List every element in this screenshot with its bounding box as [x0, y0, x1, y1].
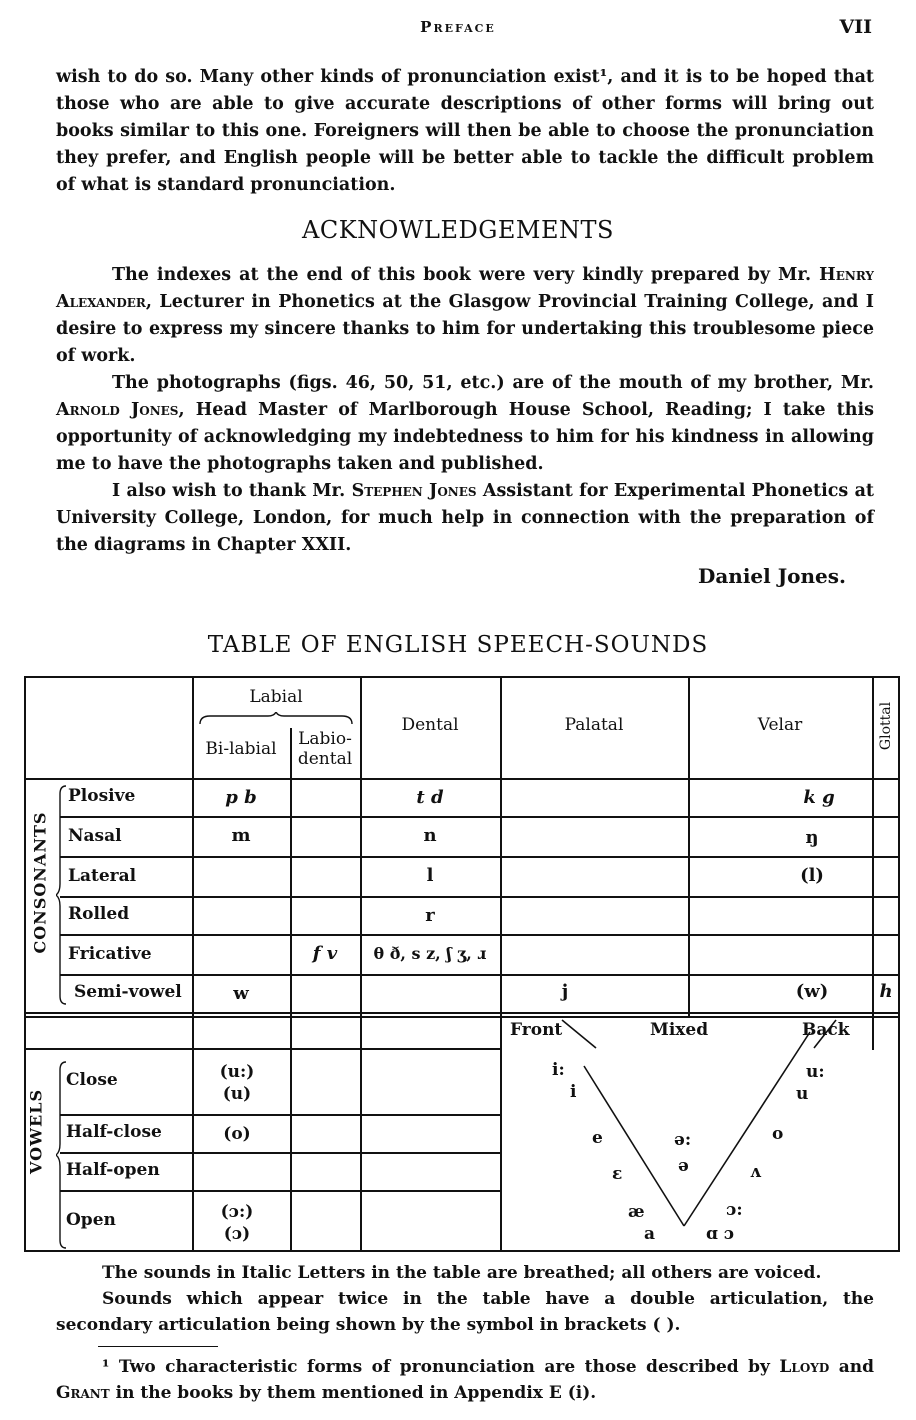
cell-dental-lateral: l: [426, 865, 434, 886]
row-label-open: Open: [66, 1210, 116, 1230]
header-glottal: Glottal: [878, 701, 894, 751]
consonants-brace: [56, 784, 68, 1006]
table-rule: [60, 1190, 500, 1192]
ack-paragraph-1: The indexes at the end of this book were very kindly prepared by Mr. Henry Alexander, Lecturer in Phonetics at the Glasgow Provincial Training College, and I desire to express my sincere thanks to him for undertaking this troublesome piece of work.: [56, 265, 874, 366]
author-name: Grant: [56, 1383, 110, 1403]
header-palatal: Palatal: [564, 715, 624, 735]
cell-velar-semivowel: (w): [795, 981, 829, 1002]
cell-velar-nasal: ŋ: [805, 827, 819, 848]
person-name: Henry Alexander: [56, 265, 874, 312]
footnote-rule: [98, 1346, 218, 1347]
row-label-semivowel: Semi-vowel: [74, 982, 182, 1002]
cell-bilabial-semivowel: w: [233, 983, 249, 1004]
row-label-fricative: Fricative: [68, 944, 152, 964]
vowel-header-back: Back: [802, 1020, 850, 1040]
table-rule: [192, 678, 194, 1252]
vowel-header-mixed: Mixed: [650, 1020, 709, 1040]
author-name: Lloyd: [779, 1357, 830, 1377]
cell-palatal-semivowel: j: [561, 981, 569, 1002]
vowel-alpha-open-o: ɑ ɔ: [706, 1224, 735, 1244]
vowel-open-o-long: ɔ:: [726, 1200, 743, 1220]
caption-line-2: Sounds which appear twice in the table have a double articulation, the secondary articulation being shown by the symbol in brackets ( ).: [56, 1289, 874, 1335]
vowel-ae: æ: [628, 1202, 645, 1222]
vowel-chart-lines: [500, 1016, 900, 1252]
table-rule: [360, 678, 362, 1252]
header-labial: Labial: [249, 687, 303, 707]
header-labiodental-1: Labio-: [298, 729, 352, 749]
ack-paragraph-3: I also wish to thank Mr. Stephen Jones Assistant for Experimental Phonetics at University College, London, for much help in connection with the preparation of the diagrams in Chapter XXII.: [56, 481, 874, 555]
person-name: Arnold Jones: [56, 400, 179, 420]
row-label-half-close: Half-close: [66, 1122, 162, 1142]
vowel-a: a: [644, 1224, 656, 1244]
intro-text: wish to do so. Many other kinds of pronunciation exist¹, and it is to be hoped that those who are able to give accurate descriptions of other forms will bring out books similar to this one. Foreigners will then be able to choose the pronunciation they prefer, and English people will be better able to tackle the difficult problem of what is standard pronunciation.: [56, 67, 874, 195]
vowel-o: o: [772, 1124, 784, 1144]
cell-dental-nasal: n: [423, 825, 437, 846]
table-rule: [290, 728, 292, 1252]
cell-glottal-semivowel: h: [879, 981, 893, 1002]
footnote: ¹ Two characteristic forms of pronunciation are those described by Lloyd and Grant in the books by them mentioned in Appendix E (i).: [56, 1357, 874, 1403]
cell-dental-rolled: r: [425, 905, 435, 926]
intro-paragraph: [56, 64, 874, 199]
ack-paragraph-2: The photographs (figs. 46, 50, 51, etc.) are of the mouth of my brother, Mr. Arnold Jones, Head Master of Marlborough House School, Reading; I take this opportunity of acknowledging my indebtedness to him for his kindness in allowing me to have the photographs taken and published.: [56, 373, 874, 474]
vowel-u-short: u: [796, 1084, 809, 1104]
speech-sounds-table: [24, 676, 900, 1252]
row-label-rolled: Rolled: [68, 904, 130, 924]
cell-labiodental-fricative: f v: [312, 943, 338, 964]
row-label-nasal: Nasal: [68, 826, 122, 846]
table-rule: [60, 1152, 500, 1154]
page-number: VII: [839, 16, 872, 38]
table-rule: [60, 856, 900, 858]
cell-velar-lateral: (l): [800, 865, 824, 886]
header-labiodental-2: dental: [297, 749, 353, 769]
cell-bilabial-close-2: (u): [222, 1084, 252, 1104]
table-rule: [60, 974, 900, 976]
vowel-header-front: Front: [510, 1020, 563, 1040]
table-rule: [26, 778, 900, 780]
cell-dental-plosive: t d: [416, 787, 444, 808]
table-rule: [60, 934, 900, 936]
table-title: TABLE OF ENGLISH SPEECH-SOUNDS: [207, 632, 709, 658]
table-caption: [56, 1260, 874, 1338]
cell-bilabial-open-1: (ɔ:): [220, 1202, 254, 1222]
vowel-i-short: i: [570, 1082, 577, 1102]
caption-line-1: The sounds in Italic Letters in the table are breathed; all others are voiced.: [102, 1263, 822, 1283]
vowel-e: e: [592, 1128, 603, 1148]
row-label-half-open: Half-open: [66, 1160, 160, 1180]
header-dental: Dental: [401, 715, 459, 735]
cell-bilabial-nasal: m: [231, 825, 251, 846]
row-label-close: Close: [66, 1070, 118, 1090]
vowel-schwa-long: ə:: [674, 1130, 692, 1150]
cell-bilabial-plosive: p b: [225, 787, 257, 808]
table-rule: [26, 1012, 900, 1014]
table-rule: [26, 1048, 500, 1050]
table-rule: [60, 1114, 500, 1116]
consonants-label: CONSONANTS: [30, 811, 50, 954]
vowel-epsilon: ɛ: [612, 1164, 623, 1184]
header-velar: Velar: [757, 715, 803, 735]
cell-velar-plosive: k g: [803, 787, 835, 808]
vowel-wedge: ʌ: [750, 1162, 761, 1182]
table-rule: [60, 816, 900, 818]
labial-brace: [198, 712, 354, 726]
cell-bilabial-close-1: (u:): [219, 1062, 255, 1082]
header-bilabial: Bi-labial: [205, 739, 277, 759]
cell-dental-fricative: θ ð, s z, ʃ ʒ, ɹ: [373, 944, 487, 963]
cell-bilabial-open-2: (ɔ): [223, 1224, 251, 1244]
person-name: Stephen Jones: [351, 481, 477, 501]
signature: Daniel Jones.: [697, 564, 846, 588]
vowel-u-long: u:: [806, 1062, 825, 1082]
table-rule: [60, 896, 900, 898]
running-head: [0, 14, 916, 44]
vowel-schwa: ə: [678, 1156, 689, 1176]
running-head-title: Preface: [420, 18, 496, 36]
row-label-plosive: Plosive: [68, 786, 136, 806]
row-label-lateral: Lateral: [68, 866, 137, 886]
vowel-i-long: i:: [552, 1060, 565, 1080]
acknowledgements-body: [56, 262, 874, 559]
cell-bilabial-half-close: (o): [223, 1124, 251, 1144]
acknowledgements-heading: ACKNOWLEDGEMENTS: [302, 216, 614, 244]
vowels-label: VOWELS: [26, 1088, 46, 1175]
